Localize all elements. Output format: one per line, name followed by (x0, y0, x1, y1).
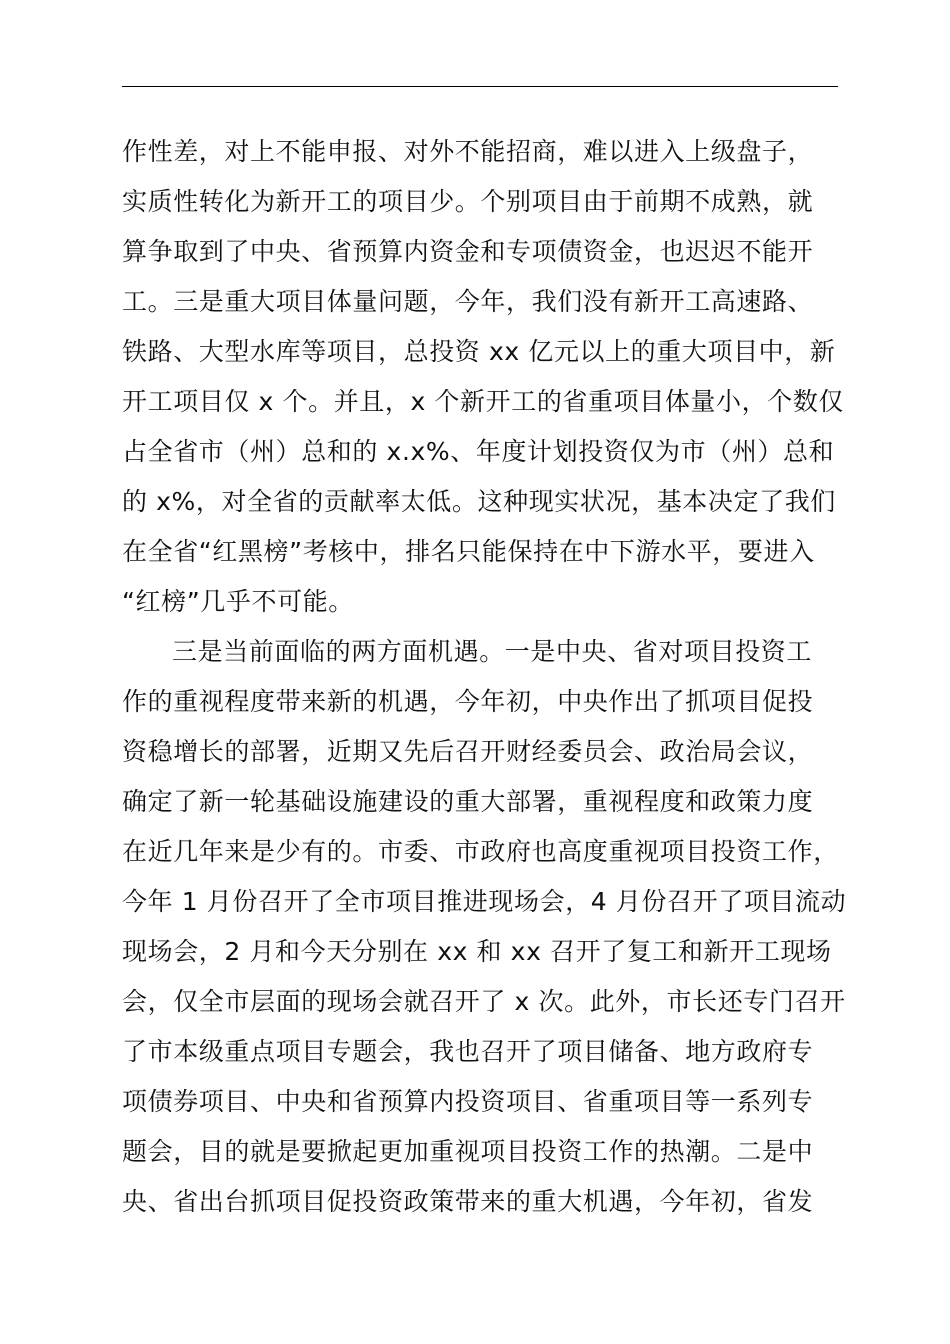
text-line: 的 x%，对全省的贡献率太低。这种现实状况，基本决定了我们 (122, 487, 836, 516)
text-line: 题会，目的就是要掀起更加重视项目投资工作的热潮。二是中 (122, 1137, 814, 1166)
text-line: 算争取到了中央、省预算内资金和专项债资金，也迟迟不能开 (122, 237, 814, 266)
text-line: 资稳增长的部署，近期又先后召开财经委员会、政治局会议， (122, 737, 814, 766)
text-line: 工。三是重大项目体量问题，今年，我们没有新开工高速路、 (122, 287, 814, 316)
text-line: 了市本级重点项目专题会，我也召开了项目储备、地方政府专 (122, 1037, 814, 1066)
body-text (122, 127, 852, 1227)
text-line: 项债券项目、中央和省预算内投资项目、省重项目等一系列专 (122, 1087, 814, 1116)
text-line: 实质性转化为新开工的项目少。个别项目由于前期不成熟，就 (122, 187, 814, 216)
paragraph-start-line: 三是当前面临的两方面机遇。一是中央、省对项目投资工 (172, 637, 813, 666)
text-line: 占全省市（州）总和的 x.x%、年度计划投资仅为市（州）总和 (122, 437, 835, 466)
text-line: 在全省“红黑榜”考核中，排名只能保持在中下游水平，要进入 (122, 537, 815, 566)
text-line: 在近几年来是少有的。市委、市政府也高度重视项目投资工作， (122, 837, 839, 866)
text-line: 现场会，2 月和今天分别在 xx 和 xx 召开了复工和新开工现场 (122, 937, 832, 966)
text-line: 开工项目仅 x 个。并且，x 个新开工的省重项目体量小，个数仅 (122, 387, 845, 416)
header-rule (122, 86, 838, 87)
text-line: 确定了新一轮基础设施建设的重大部署，重视程度和政策力度 (122, 787, 814, 816)
text-line: 作的重视程度带来新的机遇，今年初，中央作出了抓项目促投 (122, 687, 814, 716)
text-line: 铁路、大型水库等项目，总投资 xx 亿元以上的重大项目中，新 (122, 337, 836, 366)
text-line: 央、省出台抓项目促投资政策带来的重大机遇，今年初，省发 (122, 1187, 814, 1216)
text-line: 作性差，对上不能申报、对外不能招商，难以进入上级盘子， (122, 137, 814, 166)
text-line: “红榜”几乎不可能。 (122, 587, 354, 616)
text-line: 今年 1 月份召开了全市项目推进现场会，4 月份召开了项目流动 (122, 887, 847, 916)
text-line: 会，仅全市层面的现场会就召开了 x 次。此外，市长还专门召开 (122, 987, 846, 1016)
